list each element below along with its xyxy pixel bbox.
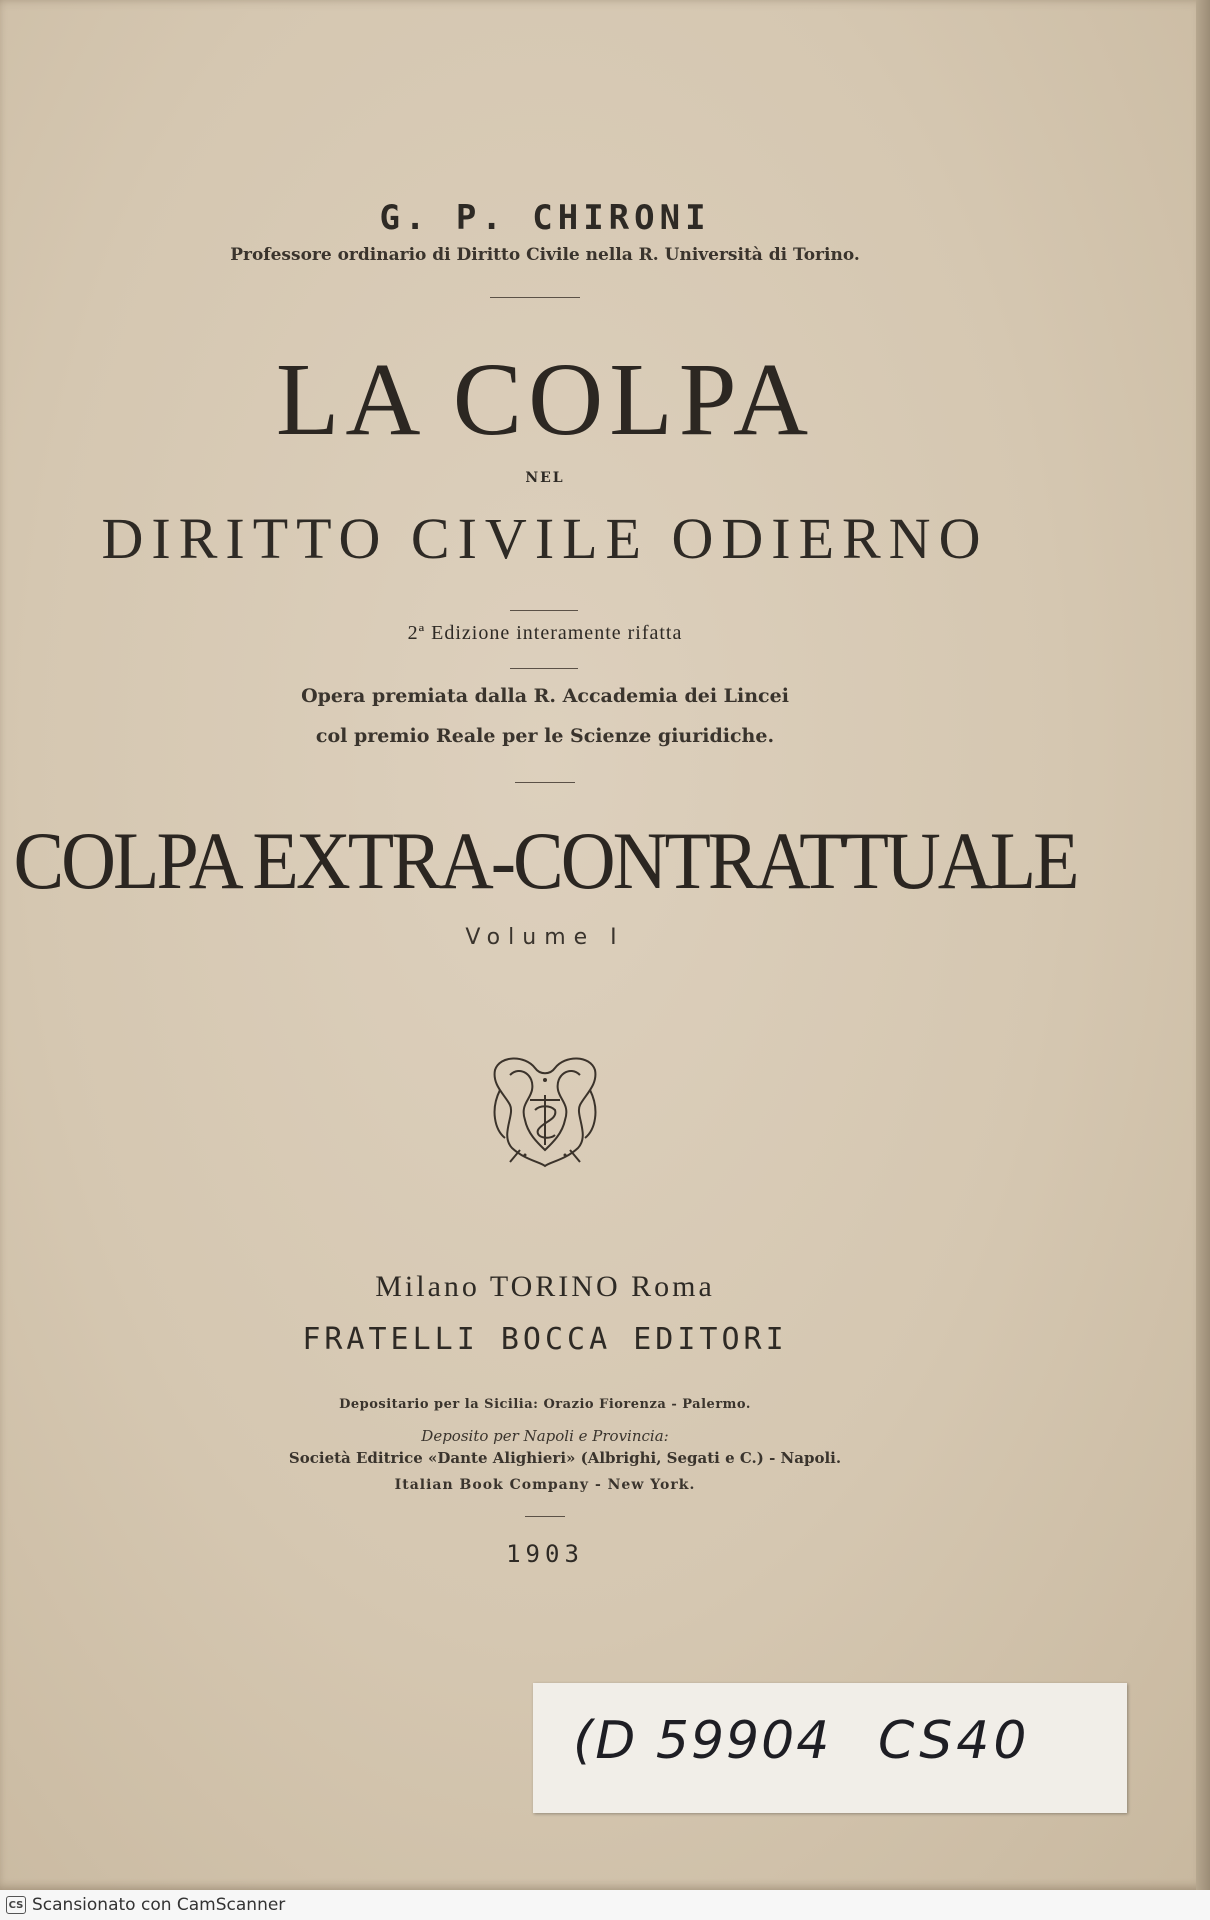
edition-note: 2ª Edizione interamente rifatta — [407, 622, 683, 644]
depositary-naples: Società Editrice «Dante Alighieri» (Albrighi, Segati e C.) - Napoli. — [288, 1449, 842, 1467]
publisher-emblem-icon — [480, 1050, 610, 1170]
volume-number: Volume I — [465, 925, 625, 950]
scanner-footer — [0, 1890, 1210, 1920]
book-subtitle: DIRITTO CIVILE ODIERNO — [101, 506, 989, 571]
divider — [510, 668, 578, 669]
author-affiliation: Professore ordinario di Diritto Civile nella R. Università di Torino. — [230, 245, 860, 265]
divider — [515, 782, 575, 783]
divider — [525, 1516, 565, 1517]
publication-year: 1903 — [506, 1540, 584, 1568]
shelf-mark: CS40 — [878, 1711, 1031, 1771]
publication-cities: Milano TORINO Roma — [375, 1270, 715, 1303]
depositary-naples-heading: Deposito per Napoli e Provincia: — [421, 1427, 669, 1445]
depositary-sicily: Depositario per la Sicilia: Orazio Fiorenza - Palermo. — [339, 1397, 751, 1412]
library-label — [533, 1683, 1127, 1813]
inventory-code: (D 59904 — [573, 1711, 832, 1771]
camscanner-icon: CS — [6, 1896, 26, 1914]
section-title: COLPA EXTRA-CONTRATTUALE — [13, 815, 1077, 907]
author-name: G. P. CHIRONI — [379, 198, 711, 238]
publisher-name: FRATELLI BOCCA EDITORI — [302, 1322, 788, 1357]
scanner-watermark-text: Scansionato con CamScanner — [32, 1895, 286, 1915]
depositary-new-york: Italian Book Company - New York. — [394, 1477, 696, 1493]
book-title: LA COLPA — [275, 342, 815, 457]
award-line-1: Opera premiata dalla R. Accademia dei Lincei — [301, 685, 789, 707]
divider — [490, 297, 580, 298]
divider — [510, 610, 578, 611]
award-line-2: col premio Reale per le Scienze giuridiche. — [315, 725, 775, 747]
page-edge — [1196, 0, 1210, 1890]
title-connector: NEL — [525, 470, 565, 486]
